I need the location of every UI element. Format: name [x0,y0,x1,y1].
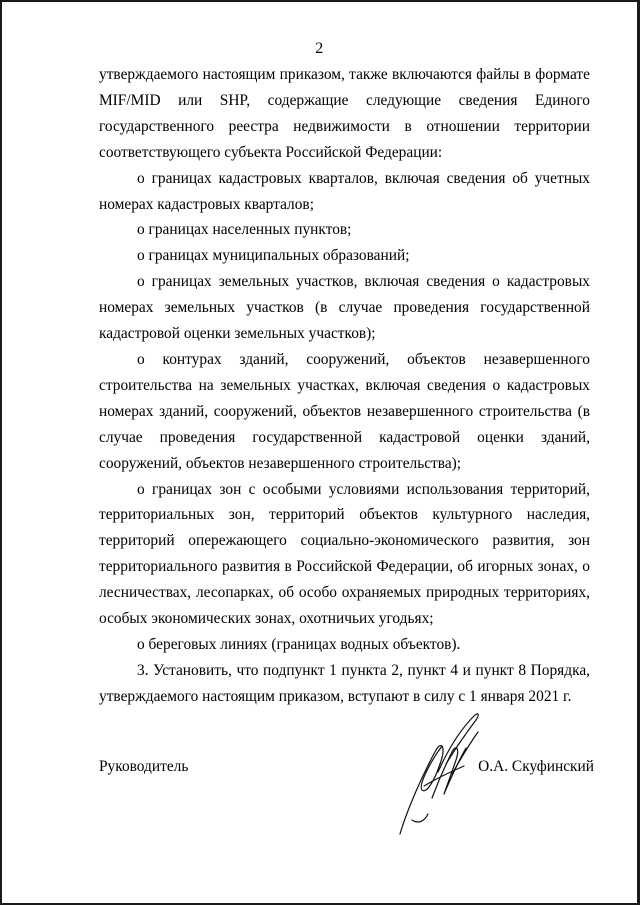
paragraph: о границах земельных участков, включая сведения о кадастровых номерах земельных участков (в случае проведения государственной кадастровой оценки земельных участков); [99,273,590,343]
paragraph: о контурах зданий, сооружений, объектов незавершенного строительства на земельных участках, включая сведения о кадастровых номерах зданий, сооружений, объектов незавершенного строительства (в случае проведения государственной кадастровой оценки зданий, сооружений, объектов незавершенного строительства); [99,350,590,472]
document-body [99,62,590,710]
handwritten-signature-icon [394,702,484,842]
paragraph: о береговых линиях (границах водных объектов). [137,635,461,653]
paragraph: утверждаемого настоящим приказом, также включаются файлы в формате MIF/MID или SHP, содержащие следующие сведения Единого государственного реестра недвижимости в отношении территории соответствующего субъекта Российской Федерации: [99,66,590,161]
paragraph: о границах муниципальных образований; [137,247,410,265]
paragraph: о границах зон с особыми условиями использования территорий, территориальных зон, территорий объектов культурного наследия, территорий опережающего социально-экономического развития, зон территориального развития в Российской Федерации, об игорных зонах, о лесничествах, лесопарках, об особо охраняемых природных территориях, особых экономических зонах, охотничьих угодьях; [99,480,590,628]
paragraph: о границах населенных пунктов; [137,221,352,239]
signatory-name: О.А. Скуфинский [478,758,594,775]
signatory-title: Руководитель [99,758,189,775]
paragraph: 3. Установить, что подпункт 1 пункта 2, пункт 4 и пункт 8 Порядка, утверждаемого настоящим приказом, вступают в силу с 1 января 2021 г. [99,661,590,705]
page-number: 2 [315,40,324,57]
paragraph: о границах кадастровых кварталов, включая сведения об учетных номерах кадастровых кварталов; [99,169,590,213]
signature-block [99,758,594,782]
